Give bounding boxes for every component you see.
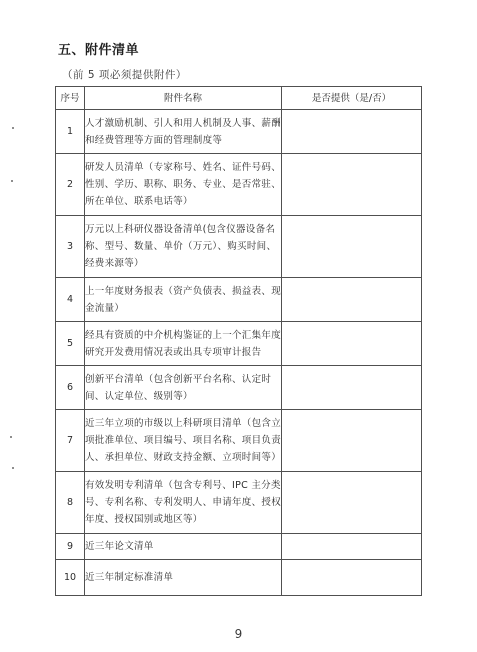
table-row	[56, 110, 422, 154]
row-number: 2	[56, 154, 85, 216]
table-row	[56, 534, 422, 560]
attachment-name: 近三年论文清单	[85, 534, 282, 560]
table-row	[56, 322, 422, 366]
row-number: 3	[56, 216, 85, 278]
table-row	[56, 472, 422, 534]
row-number: 9	[56, 534, 85, 560]
scan-speck	[12, 127, 14, 129]
provided-cell[interactable]	[282, 278, 422, 322]
row-number: 7	[56, 410, 85, 472]
row-number: 5	[56, 322, 85, 366]
table-row	[56, 366, 422, 410]
scan-speck	[10, 436, 12, 438]
attachment-name: 近三年立项的市级以上科研项目清单（包含立项批准单位、项目编号、项目名称、项目负责人、承担单位、财政支持金额、立项时间等）	[85, 410, 282, 472]
provided-cell[interactable]	[282, 472, 422, 534]
row-number: 10	[56, 560, 85, 596]
table-header-row	[56, 87, 422, 110]
header-provided: 是否提供（是/否）	[282, 87, 422, 110]
provided-cell[interactable]	[282, 216, 422, 278]
page-number: 9	[234, 627, 243, 641]
provided-cell[interactable]	[282, 410, 422, 472]
attachment-name: 人才激励机制、引人和用人机制及人事、薪酬和经费管理等方面的管理制度等	[85, 110, 282, 154]
scan-speck	[11, 180, 13, 182]
table-row	[56, 560, 422, 596]
attachment-name: 上一年度财务报表（资产负债表、损益表、现金流量）	[85, 278, 282, 322]
provided-cell[interactable]	[282, 322, 422, 366]
table-row	[56, 278, 422, 322]
provided-cell[interactable]	[282, 110, 422, 154]
header-name: 附件名称	[85, 87, 282, 110]
row-number: 8	[56, 472, 85, 534]
attachment-name: 研发人员清单（专家称号、姓名、证件号码、性别、学历、职称、职务、专业、是否常驻、所在单位、联系电话等）	[85, 154, 282, 216]
row-number: 4	[56, 278, 85, 322]
section-title: 五、附件清单	[58, 43, 140, 58]
row-number: 6	[56, 366, 85, 410]
row-number: 1	[56, 110, 85, 154]
attachment-name: 有效发明专利清单（包含专利号、IPC 主分类号、专利名称、专利发明人、申请年度、授权年度、授权国别或地区等）	[85, 472, 282, 534]
scan-speck	[12, 467, 14, 469]
provided-cell[interactable]	[282, 154, 422, 216]
provided-cell[interactable]	[282, 366, 422, 410]
required-note: （前 5 项必须提供附件）	[62, 69, 187, 81]
provided-cell[interactable]	[282, 534, 422, 560]
header-no: 序号	[56, 87, 85, 110]
attachment-name: 万元以上科研仪器设备清单(包含仪器设备名称、型号、数量、单价（万元）、购买时间、经费来源等）	[85, 216, 282, 278]
attachment-name: 创新平台清单（包含创新平台名称、认定时间、认定单位、级别等）	[85, 366, 282, 410]
provided-cell[interactable]	[282, 560, 422, 596]
attachment-name: 经具有资质的中介机构鉴证的上一个汇集年度研究开发费用情况表或出具专项审计报告	[85, 322, 282, 366]
table-row	[56, 154, 422, 216]
table-row	[56, 216, 422, 278]
table-row	[56, 410, 422, 472]
attachment-table	[55, 86, 422, 596]
attachment-name: 近三年制定标准清单	[85, 560, 282, 596]
